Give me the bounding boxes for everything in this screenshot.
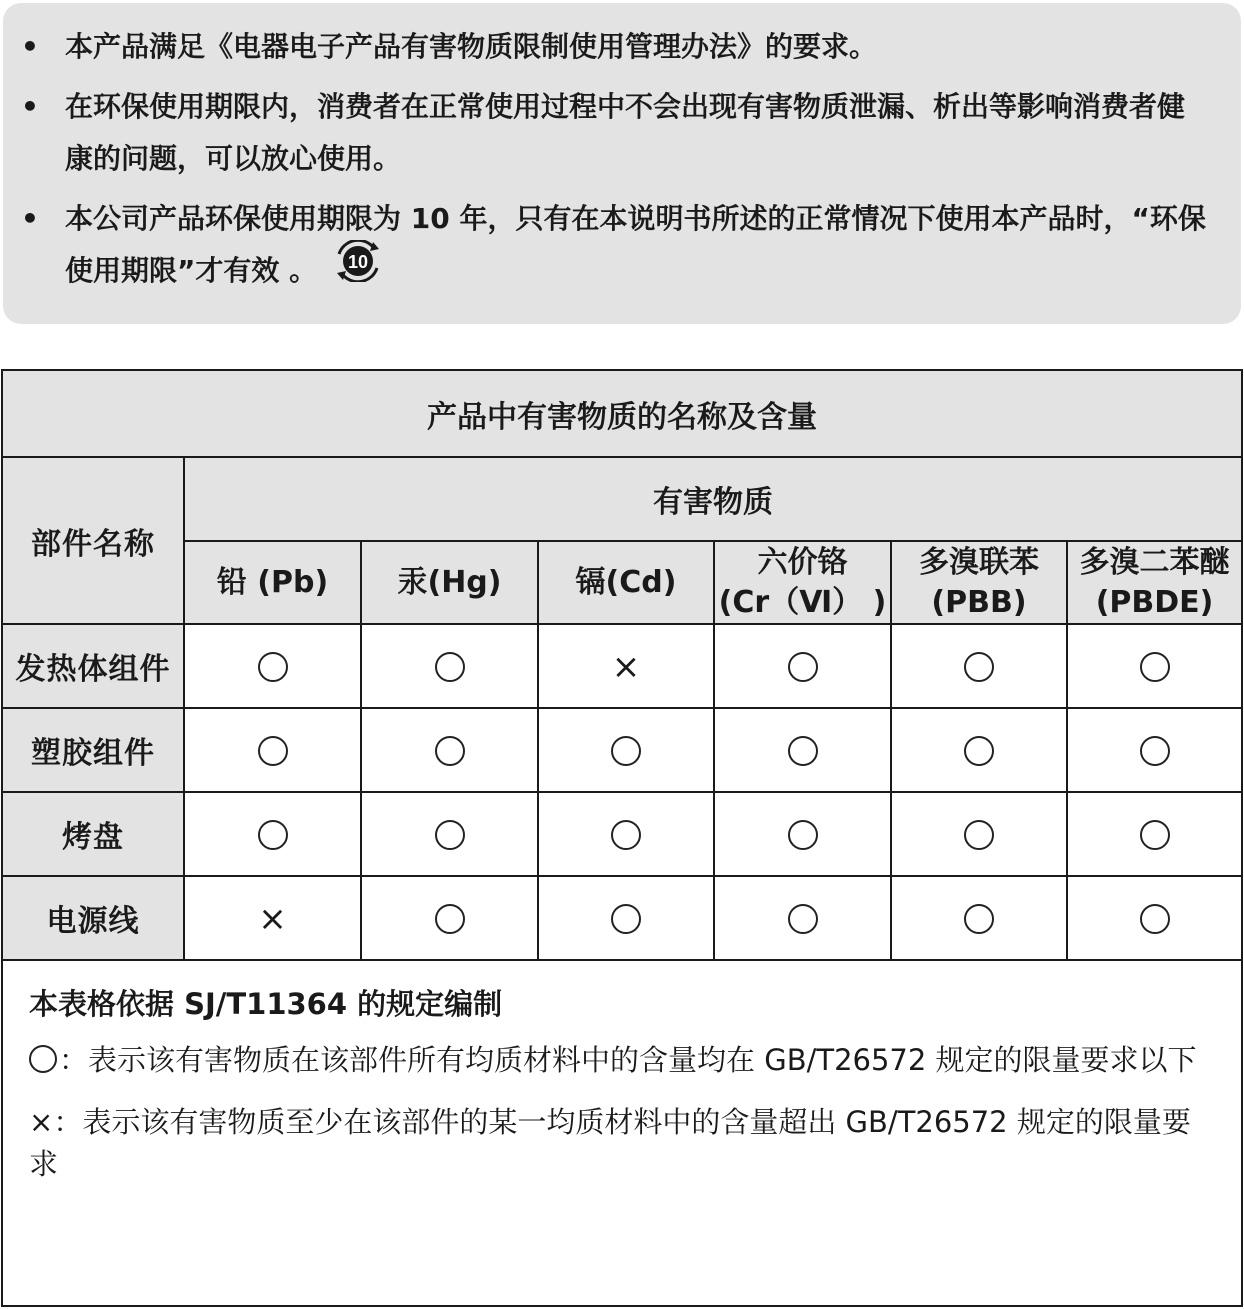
circle-icon bbox=[258, 736, 288, 766]
circle-icon bbox=[435, 820, 465, 850]
bullet-icon: • bbox=[21, 202, 39, 235]
substance-mark-cell bbox=[891, 708, 1067, 792]
substance-mark-cell bbox=[538, 708, 714, 792]
column-header-line1: 铅 (Pb) bbox=[216, 564, 329, 600]
substance-mark-cell bbox=[1067, 792, 1241, 876]
notice-text: 本公司产品环保使用期限为 10 年，只有在本说明书所述的正常情况下使用本产品时，“环保使用期限”才有效 。 bbox=[65, 202, 1206, 287]
circle-icon bbox=[611, 736, 641, 766]
part-name-cell: 烤盘 bbox=[3, 792, 184, 876]
substance-mark-cell bbox=[714, 624, 891, 708]
circle-icon bbox=[611, 820, 641, 850]
substance-table bbox=[3, 371, 1241, 961]
circle-icon bbox=[1140, 820, 1170, 850]
table-notes bbox=[3, 961, 1241, 1185]
column-header-hg bbox=[361, 541, 538, 624]
substance-group-header: 有害物质 bbox=[184, 457, 1241, 541]
column-header-line1: 多溴二苯醚 bbox=[1079, 544, 1230, 580]
circle-icon bbox=[435, 736, 465, 766]
circle-icon bbox=[611, 904, 641, 934]
substance-mark-cell bbox=[184, 624, 361, 708]
column-header-cr6 bbox=[714, 541, 891, 624]
part-name-cell: 塑胶组件 bbox=[3, 708, 184, 792]
circle-icon bbox=[1140, 652, 1170, 682]
circle-legend bbox=[29, 1039, 1215, 1081]
circle-icon bbox=[435, 652, 465, 682]
circle-icon bbox=[964, 736, 994, 766]
column-header-line1: 多溴联苯 bbox=[919, 544, 1039, 580]
circle-icon bbox=[29, 1045, 57, 1073]
substance-mark-cell bbox=[538, 624, 714, 708]
column-header-line1: 汞(Hg) bbox=[397, 564, 502, 600]
standard-basis-note: 本表格依据 SJ/T11364 的规定编制 bbox=[29, 987, 503, 1021]
column-header-cd bbox=[538, 541, 714, 624]
column-header-pbb bbox=[891, 541, 1067, 624]
cross-icon: × bbox=[258, 898, 287, 939]
circle-icon bbox=[1140, 904, 1170, 934]
eco-period-10-icon bbox=[333, 240, 383, 299]
circle-icon bbox=[788, 904, 818, 934]
substance-mark-cell bbox=[361, 792, 538, 876]
circle-icon bbox=[964, 820, 994, 850]
circle-icon bbox=[788, 652, 818, 682]
substance-mark-cell bbox=[184, 876, 361, 960]
notice-box bbox=[3, 3, 1241, 324]
notice-item bbox=[17, 21, 1211, 73]
table-title: 产品中有害物质的名称及含量 bbox=[3, 371, 1241, 457]
notice-item bbox=[17, 81, 1211, 185]
substance-mark-cell bbox=[891, 624, 1067, 708]
substance-mark-cell bbox=[538, 792, 714, 876]
circle-icon bbox=[435, 904, 465, 934]
substance-mark-cell bbox=[891, 876, 1067, 960]
cross-icon: × bbox=[611, 646, 641, 687]
substance-mark-cell bbox=[184, 708, 361, 792]
circle-icon bbox=[964, 904, 994, 934]
substance-mark-cell bbox=[538, 876, 714, 960]
substance-mark-cell bbox=[1067, 624, 1241, 708]
part-name-cell: 电源线 bbox=[3, 876, 184, 960]
substance-mark-cell bbox=[361, 624, 538, 708]
column-header-line2: (Cr（Ⅵ） ) bbox=[718, 584, 887, 620]
part-name-header: 部件名称 bbox=[3, 457, 184, 624]
column-header-line2: (PBB) bbox=[931, 584, 1027, 620]
substance-mark-cell bbox=[714, 792, 891, 876]
circle-legend-text: ：表示该有害物质在该部件所有均质材料中的含量均在 GB/T26572 规定的限量要求以下 bbox=[59, 1043, 1197, 1077]
substance-mark-cell bbox=[714, 708, 891, 792]
table-row bbox=[3, 624, 1241, 708]
column-header-pb bbox=[184, 541, 361, 624]
eco-icon-label: 10 bbox=[347, 251, 368, 272]
bullet-icon: • bbox=[21, 90, 39, 123]
cross-legend-text: ：表示该有害物质至少在该部件的某一均质材料中的含量超出 GB/T26572 规定的限量要求 bbox=[29, 1105, 1191, 1181]
circle-icon bbox=[258, 820, 288, 850]
substance-mark-cell bbox=[714, 876, 891, 960]
substance-mark-cell bbox=[1067, 876, 1241, 960]
column-header-line1: 镉(Cd) bbox=[575, 564, 677, 600]
cross-icon: × bbox=[29, 1105, 54, 1139]
notice-text: 本产品满足《电器电子产品有害物质限制使用管理办法》的要求。 bbox=[65, 30, 878, 63]
table-body bbox=[3, 624, 1241, 960]
notice-text: 在环保使用期限内，消费者在正常使用过程中不会出现有害物质泄漏、析出等影响消费者健康的问题，可以放心使用。 bbox=[65, 90, 1186, 175]
substance-mark-cell bbox=[361, 876, 538, 960]
table-row bbox=[3, 792, 1241, 876]
cross-legend bbox=[29, 1101, 1215, 1185]
circle-icon bbox=[788, 820, 818, 850]
notice-item bbox=[17, 193, 1211, 299]
part-name-cell: 发热体组件 bbox=[3, 624, 184, 708]
circle-icon bbox=[258, 652, 288, 682]
substance-mark-cell bbox=[361, 708, 538, 792]
column-header-line2: (PBDE) bbox=[1095, 584, 1214, 620]
table-row bbox=[3, 876, 1241, 960]
substance-mark-cell bbox=[184, 792, 361, 876]
table-row bbox=[3, 708, 1241, 792]
bullet-icon: • bbox=[21, 30, 39, 63]
column-header-line1: 六价铬 bbox=[757, 544, 848, 580]
hazardous-substance-table bbox=[1, 369, 1243, 1307]
column-header-pbde bbox=[1067, 541, 1241, 624]
circle-icon bbox=[1140, 736, 1170, 766]
substance-mark-cell bbox=[891, 792, 1067, 876]
circle-icon bbox=[788, 736, 818, 766]
circle-icon bbox=[964, 652, 994, 682]
substance-mark-cell bbox=[1067, 708, 1241, 792]
